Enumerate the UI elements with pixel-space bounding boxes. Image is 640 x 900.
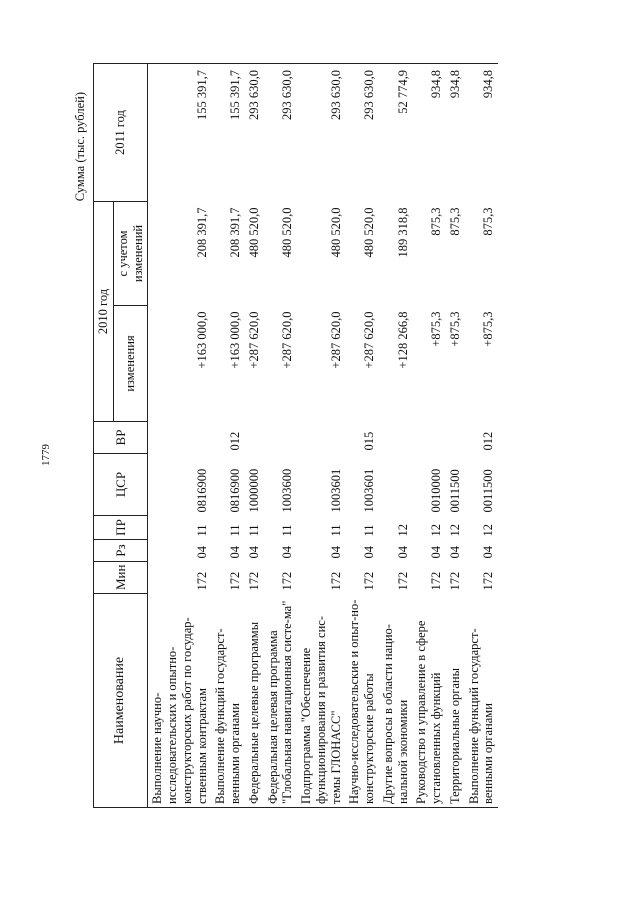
row-pr: 12: [447, 524, 462, 537]
table-row: [379, 63, 413, 807]
row-vr: 015: [362, 431, 376, 451]
row-changes: +287 620,0: [328, 311, 343, 369]
row-2011: 52 774,9: [379, 63, 413, 201]
row-name: Выполнение функций государст-венными органами: [465, 594, 499, 808]
row-vr: [297, 422, 345, 454]
row-csr: 1000000: [246, 468, 261, 513]
header-pr: ПР: [94, 516, 148, 540]
row-name: Выполнение научно-исследовательских и опытно-конструкторских работ по государ-ственным контрактам: [148, 594, 212, 808]
row-with-changes: 480 520,0: [328, 207, 343, 258]
row-rz: 04: [362, 546, 376, 559]
page-number: 1779: [40, 444, 52, 466]
row-vr: [245, 422, 264, 454]
row-with-changes: 480 520,0: [280, 207, 295, 258]
table-row: [345, 63, 379, 807]
row-vr: [446, 422, 465, 454]
header-2010: 2010 год: [94, 201, 114, 421]
row-changes: +287 620,0: [280, 311, 295, 369]
row-2011: 934,8: [412, 63, 446, 201]
table-row: [446, 63, 465, 807]
header-min: Мин: [94, 562, 148, 594]
row-name: Другие вопросы в области нацио-нальной экономики: [379, 594, 413, 808]
row-csr: 0011500: [447, 469, 462, 513]
row-min: 172: [395, 571, 410, 591]
row-changes: +163 000,0: [194, 311, 209, 369]
row-2011: 293 630,0: [264, 63, 298, 201]
row-vr: [412, 422, 446, 454]
row-changes: +875,3: [481, 311, 496, 347]
row-changes: +875,3: [429, 311, 443, 347]
row-pr: 11: [362, 524, 376, 537]
row-changes: +875,3: [447, 311, 462, 347]
row-min: 172: [481, 571, 496, 591]
row-vr: [264, 422, 298, 454]
row-2011: 293 630,0: [345, 63, 379, 201]
row-name: Территориальные органы: [446, 594, 465, 808]
table-body: [148, 63, 498, 807]
row-pr: 12: [429, 524, 443, 537]
table-row: [264, 63, 298, 807]
header-name: Наименование: [94, 594, 148, 808]
row-name: Выполнение функций государст-венными органами: [211, 594, 245, 808]
table-row: [211, 63, 245, 807]
row-with-changes: 875,3: [481, 207, 496, 236]
table-row: [148, 63, 212, 807]
row-csr: [379, 454, 413, 516]
row-pr: 12: [395, 524, 410, 537]
header-2011: 2011 год: [94, 63, 148, 201]
row-csr: 0816900: [228, 468, 242, 513]
row-2011: 155 391,7: [211, 63, 245, 201]
row-pr: 11: [280, 524, 295, 537]
row-rz: 04: [481, 546, 496, 559]
row-2011: 934,8: [465, 63, 499, 201]
table-row: [465, 63, 499, 807]
row-with-changes: 875,3: [447, 207, 462, 236]
row-with-changes: 480 520,0: [246, 207, 261, 258]
row-2011: 293 630,0: [245, 63, 264, 201]
row-pr: 11: [228, 524, 242, 537]
row-name: Научно-исследовательские и опыт-но-конструкторские работы: [345, 594, 379, 808]
row-min: 172: [362, 571, 376, 591]
header-csr: ЦСР: [94, 454, 148, 516]
row-vr: [379, 422, 413, 454]
row-with-changes: 875,3: [429, 207, 443, 236]
row-csr: 1003601: [328, 468, 343, 513]
row-name: Подпрограмма "Обеспечение функционирования и развития сис-темы ГЛОНАСС": [297, 594, 345, 808]
table-row: [412, 63, 446, 807]
header-with-changes: с учетом изменений: [113, 201, 148, 305]
header-vr: ВР: [94, 422, 148, 454]
row-pr: 12: [481, 524, 496, 537]
row-changes: +287 620,0: [246, 311, 261, 369]
row-vr: [148, 422, 212, 454]
row-min: 172: [429, 571, 443, 591]
row-changes: +128 266,8: [395, 311, 410, 369]
row-rz: 04: [328, 546, 343, 559]
row-2011: 934,8: [446, 63, 465, 201]
header-rz: Рз: [94, 540, 148, 562]
row-rz: 04: [429, 546, 443, 559]
row-rz: 04: [280, 546, 295, 559]
row-rz: 04: [447, 546, 462, 559]
row-pr: 11: [194, 524, 209, 537]
table-row: [245, 63, 264, 807]
row-with-changes: 208 391,7: [228, 207, 242, 258]
row-rz: 04: [228, 546, 242, 559]
row-min: 172: [194, 571, 209, 591]
row-rz: 04: [395, 546, 410, 559]
row-rz: 04: [246, 546, 261, 559]
row-2011: 293 630,0: [297, 63, 345, 201]
row-csr: 0010000: [429, 468, 443, 513]
units-note: Сумма (тыс. рублей): [73, 92, 87, 202]
row-csr: 1003601: [362, 468, 376, 513]
row-csr: 0816900: [194, 468, 209, 513]
table-row: [297, 63, 345, 807]
row-csr: 1003600: [280, 468, 295, 513]
row-min: 172: [328, 571, 343, 591]
row-min: 172: [280, 571, 295, 591]
row-min: 172: [447, 571, 462, 591]
row-2011: 155 391,7: [148, 63, 212, 201]
row-with-changes: 208 391,7: [194, 207, 209, 258]
row-vr: 012: [228, 431, 242, 451]
row-name: Федеральные целевые программы: [245, 594, 264, 808]
row-vr: 012: [481, 431, 496, 451]
row-min: 172: [246, 571, 261, 591]
header-changes: изменения: [113, 306, 148, 422]
row-csr: 0011500: [481, 469, 496, 513]
row-pr: 11: [328, 524, 343, 537]
row-pr: 11: [246, 524, 261, 537]
row-min: 172: [228, 571, 242, 591]
row-changes: +163 000,0: [228, 311, 242, 369]
header-row: [94, 63, 114, 807]
budget-table: [93, 63, 498, 808]
row-name: Федеральная целевая программа "Глобальная навигационная систе-ма": [264, 594, 298, 808]
row-rz: 04: [194, 546, 209, 559]
row-with-changes: 480 520,0: [362, 207, 376, 258]
row-name: Руководство и управление в сфере установленных функций: [412, 594, 446, 808]
row-changes: +287 620,0: [362, 311, 376, 369]
row-with-changes: 189 318,8: [395, 207, 410, 258]
